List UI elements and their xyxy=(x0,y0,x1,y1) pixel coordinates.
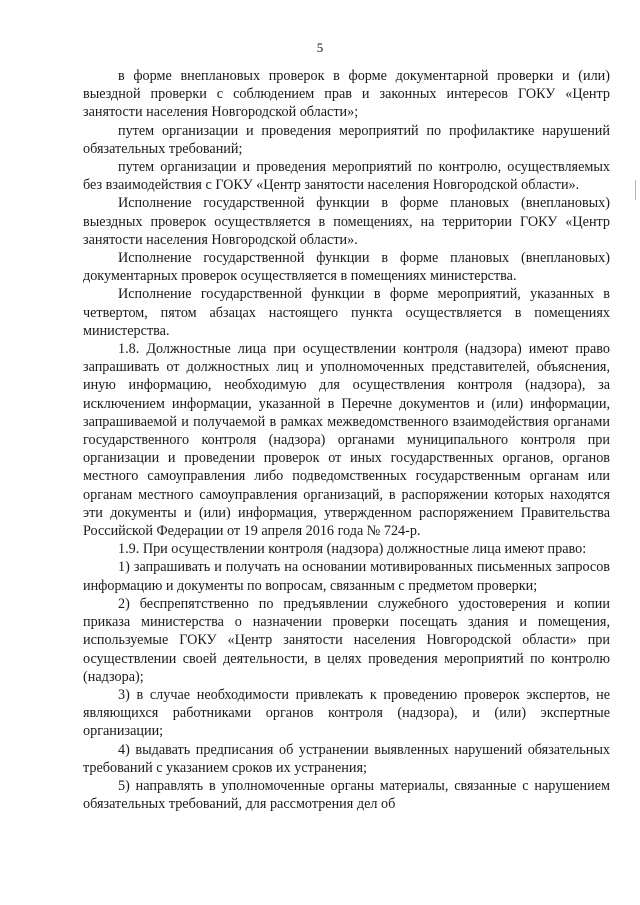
paragraph-documentary-inspections: Исполнение государственной функции в форме плановых (внеплановых) документарных проверок осуществляется в помещениях министерства. xyxy=(83,250,610,285)
list-item-5: 5) направлять в уполномоченные органы материалы, связанные с нарушением обязательных требований, для рассмотрения дел об xyxy=(83,777,610,813)
paragraph-control-measures: путем организации и проведения мероприятий по контролю, осуществляемых без взаимодействия с ГОКУ «Центр занятости населения Новгородской области». xyxy=(83,159,610,194)
list-item-4: 4) выдавать предписания об устранении выявленных нарушений обязательных требований с указанием сроков их устранения; xyxy=(83,741,610,776)
list-item-2: 2) беспрепятственно по предъявлении служебного удостоверения и копии приказа министерства о назначении проверки посещать здания и помещения, используемые ГОКУ «Центр занятости населения Новгородской области» при осуществлении своей деятельности, в целях проведения мероприятий по контролю (надзора); xyxy=(83,595,610,685)
document-body xyxy=(83,67,610,813)
paragraph-prevention-measures: путем организации и проведения мероприятий по профилактике нарушений обязательных требований; xyxy=(83,122,610,157)
list-item-1: 1) запрашивать и получать на основании мотивированных письменных запросов информацию и документы по вопросам, связанным с предметом проверки; xyxy=(83,559,610,594)
list-item-3: 3) в случае необходимости привлекать к проведению проверок экспертов, не являющихся работниками органов контроля (надзора), и (или) экспертные организации; xyxy=(83,686,610,740)
page-number: 5 xyxy=(316,40,324,55)
paragraph-section-1-8: 1.8. Должностные лица при осуществлении контроля (надзора) имеют право запрашивать от должностных лиц и уполномоченных представителей, объяснения, иную информацию, необходимую для осуществления контроля (надзора), за исключением информации, указанной в Перечне документов и (или) информации, запрашиваемой и получаемой в рамках межведомственного взаимодействия органами государственного контроля (надзора) органами муниципального контроля при организации и проведении проверок от иных государственных органов, органов местного самоуправления либо подведомственных государственным органам или органам местного самоуправления организаций, в распоряжении которых находятся эти документы и (или) информация, утвержденном распоряжением Правительства Российской Федерации от 19 апреля 2016 года № 724-р. xyxy=(83,341,610,540)
paragraph-section-1-9: 1.9. При осуществлении контроля (надзора) должностные лица имеют право: xyxy=(118,541,587,558)
paragraph-measures-location: Исполнение государственной функции в форме мероприятий, указанных в четвертом, пятом абзацах настоящего пункта осуществляется в помещениях министерства. xyxy=(83,286,610,339)
margin-mark xyxy=(635,180,636,200)
paragraph-unscheduled-inspections: в форме внеплановых проверок в форме документарной проверки и (или) выездной проверки с соблюдением прав и законных интересов ГОКУ «Центр занятости населения Новгородской области»; xyxy=(83,68,610,121)
paragraph-onsite-inspections: Исполнение государственной функции в форме плановых (внеплановых) выездных проверок осуществляется в помещениях, на территории ГОКУ «Центр занятости населения Новгородской области». xyxy=(83,195,610,248)
